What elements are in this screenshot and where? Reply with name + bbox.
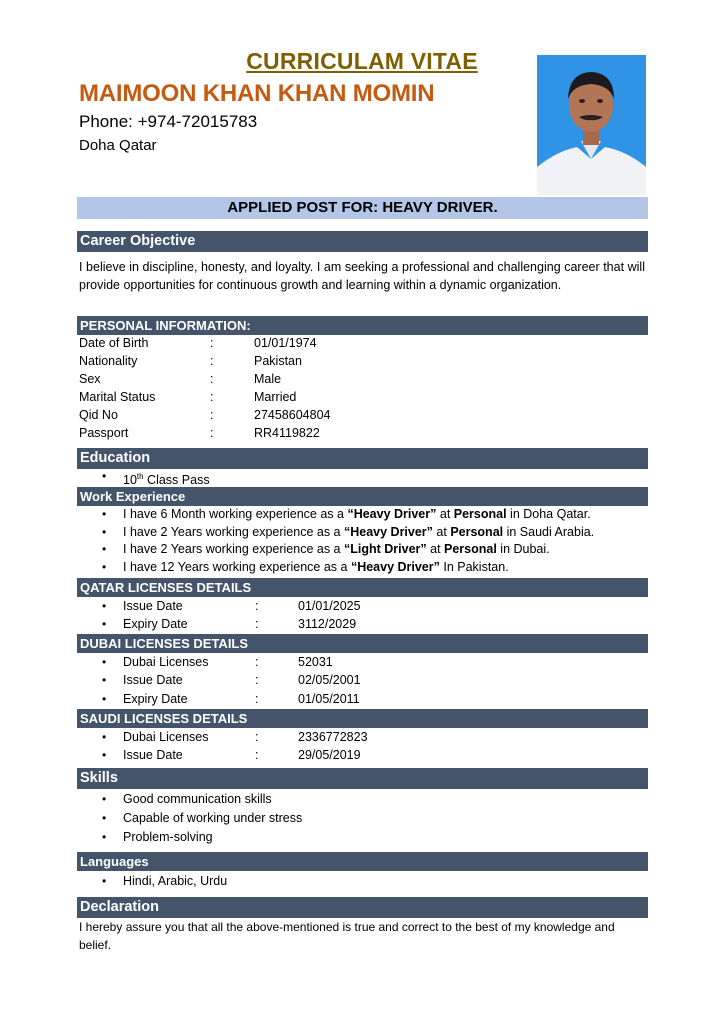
- colon: :: [210, 336, 214, 350]
- field-value: Pakistan: [254, 354, 302, 368]
- license-value: 3112/2029: [298, 617, 357, 631]
- location: Doha Qatar: [79, 137, 157, 154]
- phone-number: Phone: +974-72015783: [79, 112, 258, 131]
- bullet: •: [102, 655, 107, 669]
- education-heading: Education: [77, 448, 648, 469]
- bullet: •: [102, 542, 107, 556]
- education-ordinal: th: [136, 472, 144, 481]
- license-value: 02/05/2001: [298, 673, 361, 687]
- bullet: •: [102, 507, 107, 521]
- employer: Personal: [450, 525, 504, 539]
- candidate-name: MAIMOON KHAN KHAN MOMIN: [79, 80, 435, 107]
- profile-photo: [537, 55, 646, 195]
- education-text: [123, 468, 210, 489]
- field-value: 01/01/1974: [254, 336, 317, 350]
- bullet: •: [102, 792, 107, 806]
- colon: :: [210, 426, 214, 440]
- license-label: Issue Date: [123, 748, 183, 762]
- license-label: Dubai Licenses: [123, 730, 209, 744]
- license-value: 01/01/2025: [298, 599, 361, 613]
- education-number: 10: [123, 473, 137, 488]
- work-text-part: I have 2 Years working experience as a: [123, 525, 344, 539]
- field-value: Male: [254, 372, 282, 386]
- employer: Personal: [453, 507, 507, 521]
- work-text: [123, 506, 591, 523]
- bullet: •: [102, 874, 107, 888]
- bullet: •: [102, 599, 107, 613]
- field-value: RR4119822: [254, 426, 320, 440]
- bullet: •: [102, 692, 107, 706]
- bullet: •: [102, 617, 107, 631]
- work-text-part: at: [432, 525, 451, 539]
- qatar-licenses-heading: QATAR LICENSES DETAILS: [77, 578, 648, 597]
- job-title: “Light Driver”: [343, 542, 427, 556]
- colon: :: [210, 372, 214, 386]
- colon: :: [255, 730, 259, 744]
- bullet: •: [102, 830, 107, 844]
- field-value: 27458604804: [254, 408, 331, 422]
- dubai-licenses-heading: DUBAI LICENSES DETAILS: [77, 634, 648, 653]
- job-title: “Heavy Driver”: [347, 507, 437, 521]
- job-title: “Heavy Driver”: [343, 525, 433, 539]
- bullet: •: [102, 811, 107, 825]
- bullet: •: [102, 748, 107, 762]
- work-location: in Saudi Arabia.: [503, 525, 595, 539]
- employer: Personal: [444, 542, 497, 556]
- field-label: Nationality: [79, 354, 138, 368]
- colon: :: [210, 354, 214, 368]
- bullet: •: [102, 560, 107, 574]
- work-text: [123, 559, 509, 576]
- work-text-part: I have 6 Month working experience as a: [123, 507, 348, 521]
- colon: :: [210, 390, 214, 404]
- cv-title: CURRICULAM VITAE: [246, 48, 478, 74]
- skills-heading: Skills: [77, 768, 648, 789]
- skill-text: Capable of working under stress: [123, 811, 303, 825]
- education-rest: Class Pass: [143, 473, 210, 488]
- skill-text: Good communication skills: [123, 792, 272, 806]
- work-text-part: I have 2 Years working experience as a: [123, 542, 344, 556]
- license-value: 01/05/2011: [298, 692, 360, 706]
- skill-text: Problem-solving: [123, 830, 213, 844]
- colon: :: [255, 748, 259, 762]
- languages-heading: Languages: [77, 852, 648, 871]
- work-text: [123, 524, 594, 541]
- work-location: in Doha Qatar.: [506, 507, 591, 521]
- personal-info-heading: PERSONAL INFORMATION:: [77, 316, 648, 335]
- job-title: “Heavy Driver”: [350, 560, 440, 574]
- field-label: Marital Status: [79, 390, 156, 404]
- colon: :: [255, 617, 259, 631]
- field-label: Date of Birth: [79, 336, 149, 350]
- license-label: Expiry Date: [123, 617, 188, 631]
- license-value: 52031: [298, 655, 333, 669]
- colon: :: [255, 673, 259, 687]
- work-text: [123, 541, 550, 558]
- colon: :: [255, 599, 259, 613]
- career-objective-text: I believe in discipline, honesty, and loyalty. I am seeking a professional and challenging career that will provide opportunities for continuous growth and learning within a dynamic organization.: [79, 260, 645, 292]
- license-label: Issue Date: [123, 599, 183, 613]
- saudi-licenses-heading: SAUDI LICENSES DETAILS: [77, 709, 648, 728]
- applied-post-banner: APPLIED POST FOR: HEAVY DRIVER.: [77, 197, 648, 219]
- bullet: •: [102, 525, 107, 539]
- bullet: •: [102, 469, 107, 483]
- work-experience-heading: Work Experience: [77, 487, 648, 506]
- work-text-part: at: [426, 542, 445, 556]
- license-label: Dubai Licenses: [123, 655, 209, 669]
- license-value: 2336772823: [298, 730, 368, 744]
- work-location: in Dubai.: [496, 542, 550, 556]
- license-label: Expiry Date: [123, 692, 188, 706]
- field-label: Passport: [79, 426, 129, 440]
- bullet: •: [102, 673, 107, 687]
- license-label: Issue Date: [123, 673, 183, 687]
- colon: :: [255, 692, 259, 706]
- field-value: Married: [254, 390, 297, 404]
- declaration-heading: Declaration: [77, 897, 648, 918]
- license-value: 29/05/2019: [298, 748, 361, 762]
- field-label: Sex: [79, 372, 101, 386]
- colon: :: [210, 408, 214, 422]
- work-text-part: at: [436, 507, 454, 521]
- colon: :: [255, 655, 259, 669]
- work-location: In Pakistan.: [439, 560, 509, 574]
- declaration-text: I hereby assure you that all the above-mentioned is true and correct to the best of my knowledge and belief.: [79, 920, 615, 952]
- career-objective-heading: Career Objective: [77, 231, 648, 252]
- work-text-part: I have 12 Years working experience as a: [123, 560, 351, 574]
- bullet: •: [102, 730, 107, 744]
- language-text: Hindi, Arabic, Urdu: [123, 874, 228, 888]
- field-label: Qid No: [79, 408, 118, 422]
